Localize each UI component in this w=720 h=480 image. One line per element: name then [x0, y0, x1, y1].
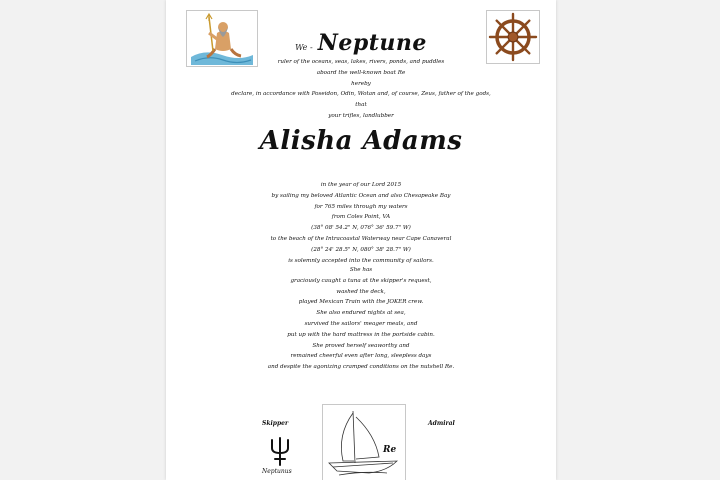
deeds-line: played Mexican Train with the JOKER crew.	[298, 299, 424, 306]
recipient-name: Alisha Adams	[259, 126, 463, 156]
boat-signature: Re	[383, 445, 397, 455]
deeds-text	[166, 265, 556, 373]
admiral-label: Admiral	[428, 420, 455, 427]
passage-line: for 765 miles through my waters	[314, 203, 408, 210]
deeds-line: washed the deck,	[336, 288, 386, 295]
passage-text	[166, 180, 556, 266]
passage-line: from Coles Point, VA	[331, 214, 391, 221]
deeds-line: She proved herself seaworthy and	[312, 342, 410, 349]
deeds-line: graciously caught a tuna at the skipper's request,	[290, 277, 432, 284]
intro-line: aboard the well-known boat Re	[316, 69, 406, 76]
passage-line: (28° 24' 28.5" N, 080° 38' 28.7" W)	[311, 246, 411, 253]
heading-name: Neptune	[317, 30, 427, 56]
skipper-label: Skipper	[262, 420, 289, 427]
deeds-line: and despite the agonizing cramped conditions on the nutshell Re.	[267, 364, 455, 371]
heading-prefix: We -	[295, 43, 313, 52]
deeds-line: put up with the hard mattress in the portside cabin.	[287, 331, 435, 338]
intro-text	[166, 57, 556, 122]
deeds-line: survived the sailors' meager meals, and	[304, 320, 418, 327]
deeds-line: She also endured nights at sea,	[316, 310, 406, 317]
deeds-line: remained cheerful even after long, sleepless days	[290, 353, 432, 360]
deeds-line: She has	[349, 267, 373, 273]
certificate-heading	[166, 30, 556, 56]
skipper-signature: Neptunus	[262, 468, 292, 475]
intro-line: declare, in accordance with Poseidon, Odin, Wotan and, of course, Zeus, father of the gods,	[231, 91, 491, 98]
intro-line: that	[355, 102, 367, 109]
intro-line: hereby	[351, 80, 371, 87]
trident-icon	[270, 436, 290, 466]
passage-line: (38° 08' 54.2" N, 076° 36' 59.7" W)	[311, 225, 411, 232]
passage-line: in the year of our Lord 2015	[320, 182, 402, 188]
certificate-page	[166, 0, 556, 480]
sailboat-icon	[322, 404, 406, 480]
intro-line: your trifles, landlubber	[328, 112, 394, 119]
passage-line: to the beach of the Intracoastal Waterway near Cape Canaveral	[270, 235, 452, 242]
passage-line: by sailing my beloved Atlantic Ocean and also Chesapeake Bay	[271, 192, 451, 199]
passage-line: is solemnly accepted into the community of sailors.	[288, 257, 434, 264]
intro-line: ruler of the oceans, seas, lakes, rivers, ponds, and puddles	[277, 59, 445, 65]
